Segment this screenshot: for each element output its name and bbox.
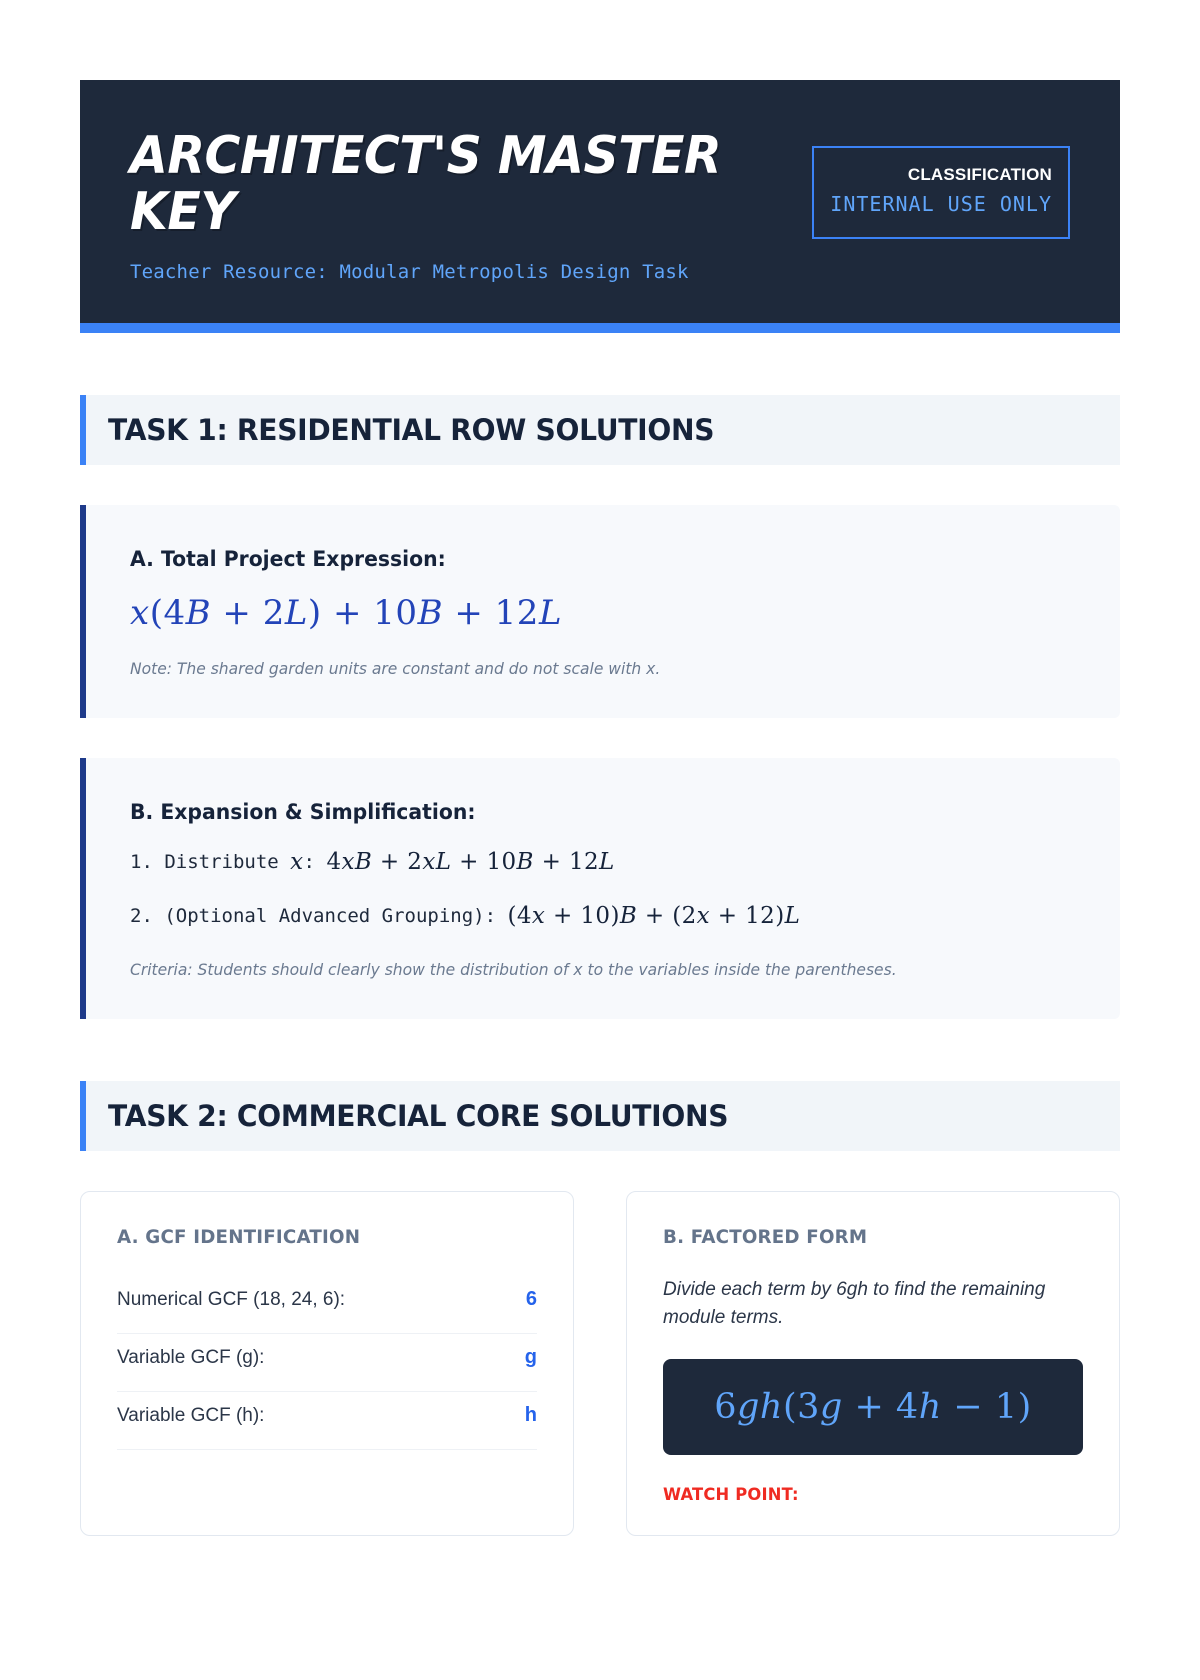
card-note-1a: Note: The shared garden units are constant and do not scale with x.	[130, 658, 661, 678]
gcf-row-value: h	[524, 1403, 537, 1426]
panel-gcf-identification	[80, 1191, 574, 1536]
section-header-task1	[80, 395, 1120, 465]
panel-title-factored: B. FACTORED FORM	[663, 1225, 868, 1248]
watch-point-label: WATCH POINT:	[663, 1485, 799, 1506]
factored-form-math: 6gh(3g + 4h − 1)	[714, 1387, 1032, 1428]
solution-card-1b	[80, 758, 1120, 1019]
gcf-row-label: Variable GCF (h):	[117, 1404, 265, 1426]
expansion-step-1-label: 1. Distribute x:	[130, 848, 315, 875]
factored-form-instruction: Divide each term by 6gh to find the remaining module terms.	[663, 1278, 1046, 1328]
expansion-step-list	[130, 846, 1076, 932]
task2-panels	[80, 1191, 1120, 1536]
gcf-row-value: 6	[525, 1287, 537, 1310]
document-masthead	[80, 80, 1120, 323]
document-page	[0, 80, 1200, 1536]
classification-value: INTERNAL USE ONLY	[830, 191, 1052, 216]
solution-card-1a	[80, 505, 1120, 718]
section-title-task1: TASK 1: RESIDENTIAL ROW SOLUTIONS	[108, 412, 715, 447]
expansion-step-2-label: 2. (Optional Advanced Grouping):	[130, 904, 497, 927]
total-project-expression: x(4B + 2L) + 10B + 12L	[130, 592, 563, 633]
card-heading-1b: B. Expansion & Simplification:	[130, 799, 476, 824]
expansion-step-2-math: (4x + 10)B + (2x + 12)L	[507, 902, 801, 929]
gcf-row	[117, 1276, 537, 1334]
masthead-accent-bar	[80, 323, 1120, 333]
panel-title-gcf: A. GCF IDENTIFICATION	[117, 1225, 361, 1248]
gcf-row	[117, 1392, 537, 1450]
section-header-task2	[80, 1081, 1120, 1151]
panel-factored-form	[626, 1191, 1120, 1536]
expansion-step-1	[130, 846, 1076, 878]
gcf-row-label: Variable GCF (g):	[117, 1346, 265, 1368]
card-criteria-1b: Criteria: Students should clearly show the distribution of x to the variables inside the parentheses.	[130, 959, 897, 979]
card-heading-1a: A. Total Project Expression:	[130, 546, 446, 571]
expansion-step-2	[130, 900, 1076, 932]
section-title-task2: TASK 2: COMMERCIAL CORE SOLUTIONS	[108, 1098, 729, 1133]
gcf-row	[117, 1334, 537, 1392]
classification-label: CLASSIFICATION	[907, 165, 1052, 184]
gcf-row-value: g	[524, 1345, 537, 1368]
factored-form-box	[663, 1359, 1083, 1455]
page-subtitle: Teacher Resource: Modular Metropolis Design Task	[130, 261, 689, 284]
classification-badge	[812, 146, 1070, 239]
page-title: ARCHITECT'S MASTER KEY	[130, 126, 722, 243]
expansion-step-1-math: 4xB + 2xL + 10B + 12L	[326, 848, 615, 875]
masthead-text-block	[130, 128, 790, 289]
gcf-row-label: Numerical GCF (18, 24, 6):	[117, 1288, 346, 1310]
